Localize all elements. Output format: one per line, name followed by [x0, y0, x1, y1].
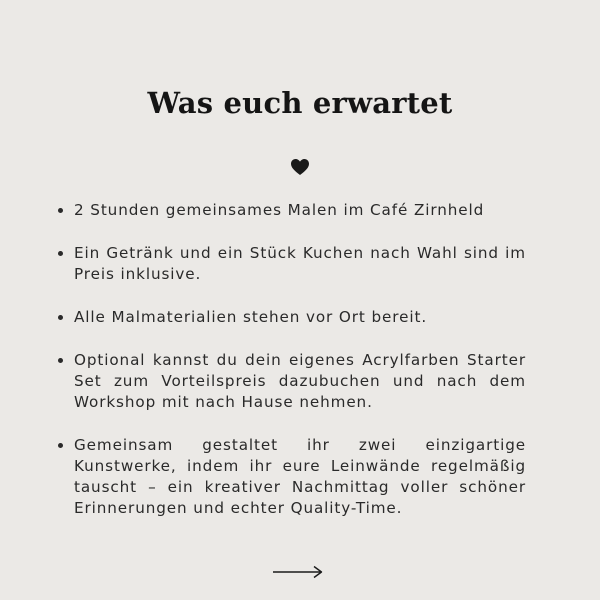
list-item: Optional kannst du dein eigenes Acrylfarben Starter Set zum Vorteilspreis dazubuchen und nach dem Workshop mit nach Hause nehmen.: [54, 350, 526, 413]
list-item: 2 Stunden gemeinsames Malen im Café Zirnheld: [54, 200, 526, 221]
list-item: Alle Malmaterialien stehen vor Ort bereit.: [54, 307, 526, 328]
list-item: Gemeinsam gestaltet ihr zwei einzigartige Kunstwerke, indem ihr eure Leinwände regelmäßig tauscht – ein kreativer Nachmittag voller schöner Erinnerungen und echter Quality-Time.: [54, 435, 526, 519]
list-item: Ein Getränk und ein Stück Kuchen nach Wahl sind im Preis inklusive.: [54, 243, 526, 285]
feature-list: [54, 200, 526, 541]
page-title: Was euch erwartet: [147, 86, 453, 120]
heart-icon: [290, 157, 310, 177]
arrow-right-icon[interactable]: [272, 564, 324, 580]
